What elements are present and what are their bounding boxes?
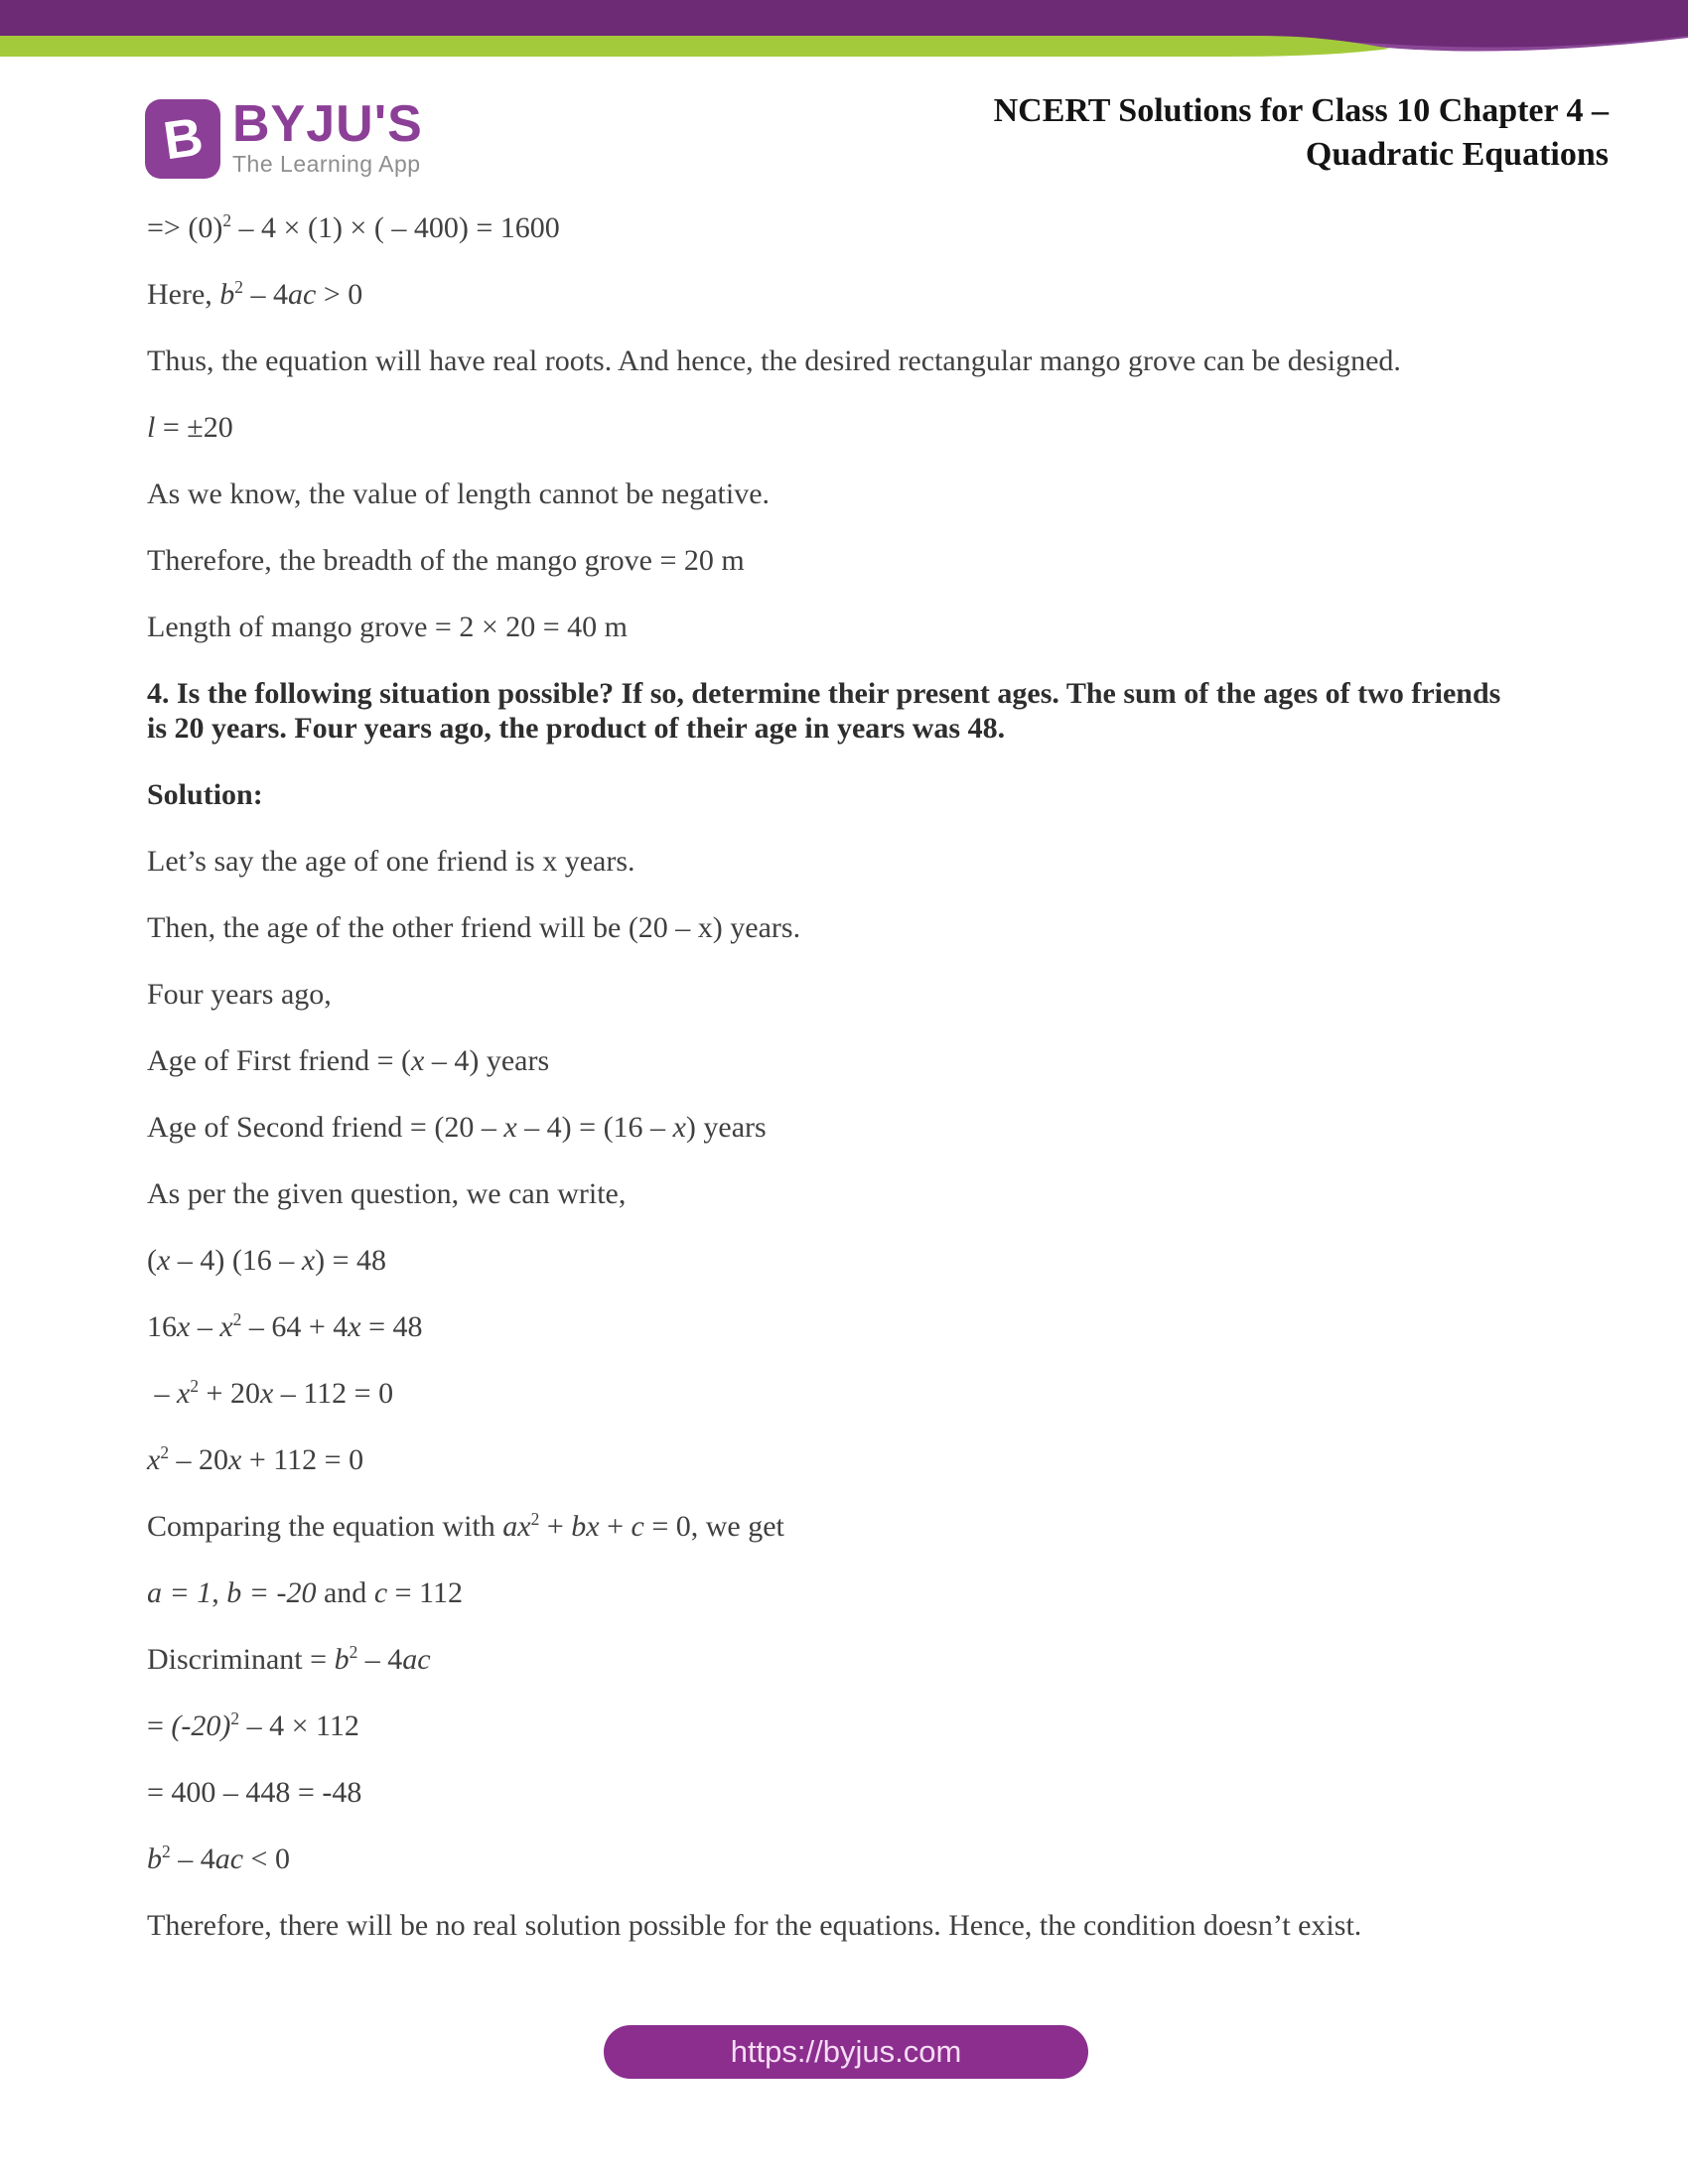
equation-line: a = 1, b = -20 and c = 112 xyxy=(147,1576,463,1609)
text-line: Length of mango grove = 2 × 20 = 40 m xyxy=(147,611,629,643)
equation-line: (x – 4) (16 – x) = 48 xyxy=(147,1244,387,1277)
logo-text-block xyxy=(232,95,423,178)
text-line: Therefore, the breadth of the mango grove = 20 m xyxy=(147,544,745,577)
equation-line: = 400 – 448 = -48 xyxy=(147,1776,362,1809)
brand-tagline: The Learning App xyxy=(232,151,421,177)
question-4: 4. Is the following situation possible? If so, determine their present ages. The sum of the ages of two friends is 20 years. Four years ago, the product of their age in years was 48. xyxy=(147,677,1501,745)
logo-b-glyph: B xyxy=(159,106,207,172)
equation-line: Discriminant = $b^2 - 4ac$ xyxy=(147,1642,431,1676)
byjus-link-button[interactable]: https://byjus.com xyxy=(604,2025,1088,2079)
brand-name: BYJU'S xyxy=(232,95,423,153)
text-line: Four years ago, xyxy=(147,978,332,1011)
text-line: Thus, the equation will have real roots. And hence, the desired rectangular mango grove can be designed. xyxy=(147,344,1401,377)
equation-line: $b^2 - 4ac < 0$ xyxy=(147,1842,290,1875)
page-title-line2: Quadratic Equations xyxy=(1305,136,1609,173)
text-line: As per the given question, we can write, xyxy=(147,1177,627,1210)
equation-line: $x^2 - 20x + 112 = 0$ xyxy=(147,1442,364,1476)
document-body xyxy=(147,210,1517,1975)
equation-line: $16x - x^2 - 64 + 4x = 48$ xyxy=(147,1309,423,1343)
byjus-logo xyxy=(145,95,423,179)
equation-line: Age of First friend = (x – 4) years xyxy=(147,1044,550,1077)
equation-line: => $(0)^2 - 4 \times (1)$ × ( – 400) = 1600 xyxy=(147,210,560,244)
text-line: Therefore, there will be no real solution possible for the equations. Hence, the condition doesn’t exist. xyxy=(147,1909,1362,1942)
solution-heading: Solution: xyxy=(147,778,263,811)
header-band-green xyxy=(0,36,1390,57)
equation-line: = $(-20)^2 - 4 \times 112$ xyxy=(147,1708,359,1742)
text-line: Let’s say the age of one friend is x years. xyxy=(147,845,635,878)
equation-line: – $x^2 + 20x - 112 = 0$ xyxy=(147,1376,394,1410)
equation-line: l = ±20 xyxy=(147,411,233,444)
byjus-logo-tile-icon xyxy=(145,99,220,179)
page-title xyxy=(994,89,1609,177)
text-line: Then, the age of the other friend will be (20 – x) years. xyxy=(147,911,801,944)
equation-line: Age of Second friend = (20 – x – 4) = (16 – x) years xyxy=(147,1111,767,1144)
equation-line: Comparing the equation with $ax^2$ + bx + c = 0, we get xyxy=(147,1509,784,1543)
text-line: As we know, the value of length cannot be negative. xyxy=(147,478,771,510)
equation-line: Here, $b^2 - 4ac > 0$ xyxy=(147,277,363,311)
page-title-line1: NCERT Solutions for Class 10 Chapter 4 – xyxy=(993,92,1609,129)
